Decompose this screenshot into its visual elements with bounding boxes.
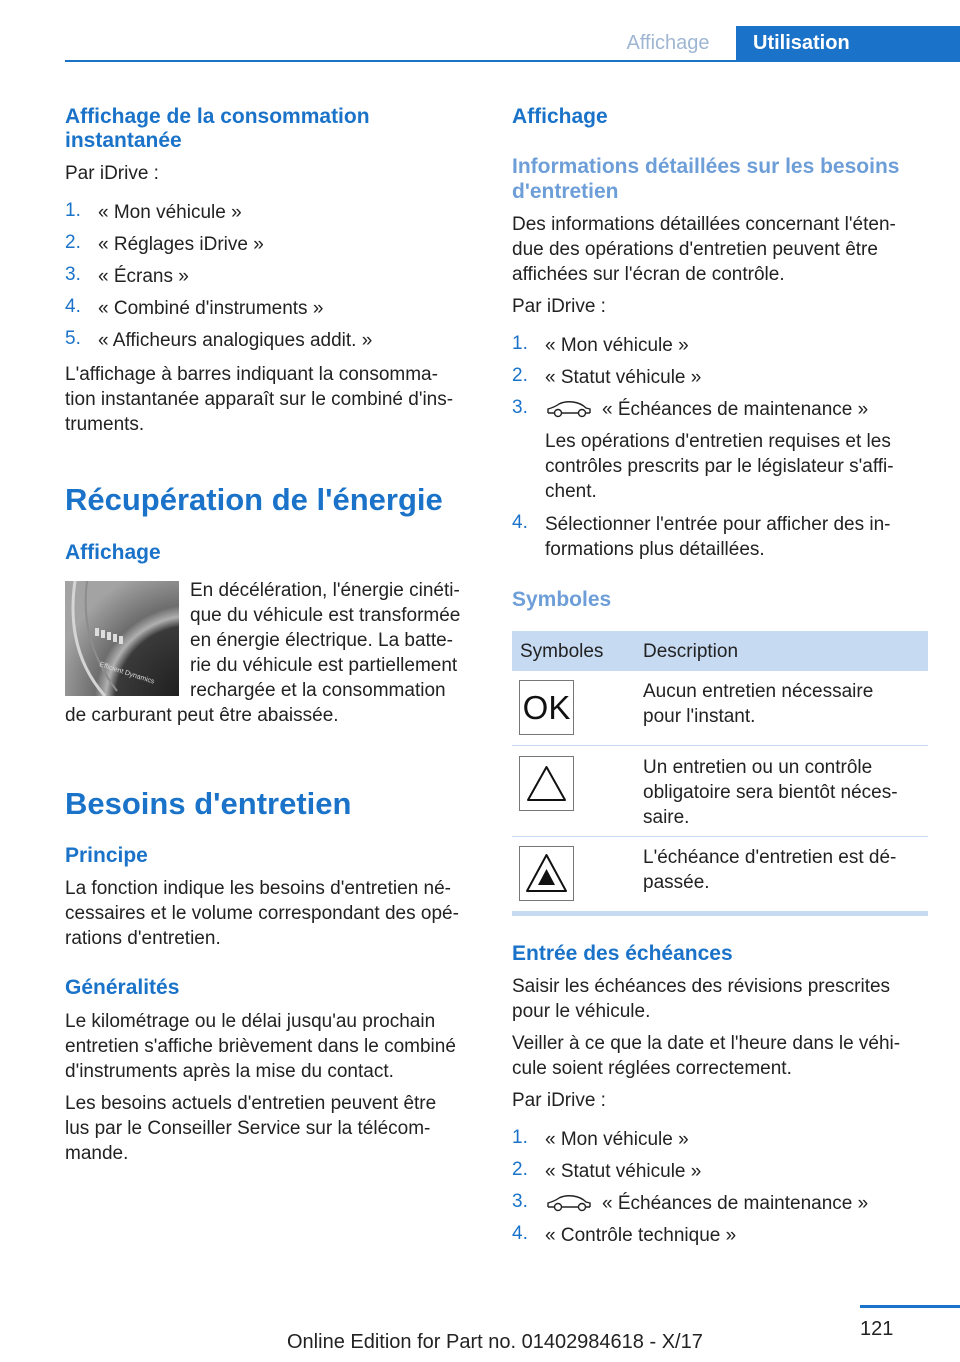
- heading-besoins: Besoins d'entretien: [65, 786, 352, 821]
- list-item: [65, 328, 477, 353]
- warning-triangle-icon: [520, 757, 573, 810]
- list-text: « Afficheurs analogiques addit. »: [98, 330, 373, 351]
- list-text: « Mon véhicule »: [98, 202, 242, 223]
- list-text: « Écrans »: [98, 266, 189, 287]
- table-bottom-rule: [512, 911, 928, 916]
- list-text: « Réglages iDrive »: [98, 234, 264, 255]
- table-col-description: Description: [643, 641, 739, 662]
- table-row3-line2: passée.: [643, 872, 710, 893]
- veiller-line1: Veiller à ce que la date et l'heure dans le véhi‐: [512, 1033, 901, 1054]
- list-item: [512, 1159, 928, 1184]
- recup-text-line1: En décélération, l'énergie cinéti‐: [190, 580, 460, 601]
- list-item: [512, 1223, 928, 1248]
- heading-affichage-left: Affichage: [65, 541, 161, 564]
- heading-recuperation: Récupération de l'énergie: [65, 482, 443, 517]
- list-item: [65, 200, 477, 225]
- gen2-line3: mande.: [65, 1143, 129, 1164]
- list-item: [65, 296, 477, 321]
- list-number: 4.: [512, 512, 528, 533]
- list-number: 3.: [512, 397, 528, 418]
- list-number: 4.: [65, 296, 81, 317]
- principe-line3: rations d'entretien.: [65, 928, 221, 949]
- ok-symbol: [519, 680, 574, 735]
- list-text: « Échéances de maintenance »: [602, 1193, 869, 1214]
- table-header: [512, 631, 928, 671]
- list-text: « Combiné d'instruments »: [98, 298, 324, 319]
- page-number: 121: [860, 1318, 894, 1340]
- heading-symboles: Symboles: [512, 588, 612, 611]
- list-number: 3.: [512, 1191, 528, 1212]
- list-text: « Statut véhicule »: [545, 367, 702, 388]
- gen-line3: d'instruments après la mise du contact.: [65, 1061, 394, 1082]
- gen2-line1: Les besoins actuels d'entretien peuvent être: [65, 1093, 437, 1114]
- list-item: [512, 512, 928, 537]
- car-service-icon: [545, 1193, 593, 1218]
- list-text: « Mon véhicule »: [545, 1129, 689, 1150]
- heading-consommation: Affichage de la consommation instantanée: [65, 105, 370, 152]
- infos-line3: affichées sur l'écran de contrôle.: [512, 264, 785, 285]
- table-row2-line1: Un entretien ou un contrôle: [643, 757, 873, 778]
- heading-infos-line2: d'entretien: [512, 180, 619, 203]
- veiller-line2: cule soient réglées correctement.: [512, 1058, 792, 1079]
- table-row-separator: [512, 745, 928, 746]
- list-text: « Contrôle technique »: [545, 1225, 737, 1246]
- page-number-rule: [860, 1305, 960, 1308]
- infos-line1: Des informations détaillées concernant l'éten‐: [512, 214, 896, 235]
- list-item: [512, 397, 928, 422]
- par-idrive-label: Par iDrive :: [65, 163, 159, 184]
- list-text: Sélectionner l'entrée pour afficher des in‐: [545, 514, 891, 535]
- list-text: « Mon véhicule »: [545, 335, 689, 356]
- infos-line2: due des opérations d'entretien peuvent être: [512, 239, 878, 260]
- steps-list-entree: [512, 1127, 928, 1257]
- list-item: [512, 1191, 928, 1216]
- ok-label: OK: [522, 689, 571, 726]
- heading-affichage-right: Affichage: [512, 105, 608, 128]
- table-row1-line1: Aucun entretien nécessaire: [643, 681, 874, 702]
- conso-text-line3: truments.: [65, 414, 145, 435]
- heading-principe: Principe: [65, 844, 148, 867]
- gen-line1: Le kilométrage ou le délai jusqu'au prochain: [65, 1011, 436, 1032]
- overdue-triangle-symbol: [519, 846, 574, 901]
- energy-gauge-image: [65, 581, 179, 696]
- heading-entree: Entrée des échéances: [512, 942, 733, 965]
- step4-line2: formations plus détaillées.: [545, 539, 765, 560]
- table-row1-line2: pour l'instant.: [643, 706, 756, 727]
- recup-text-line2: que du véhicule est transformée: [190, 605, 461, 626]
- table-row2-line2: obligatoire sera bientôt néces‐: [643, 782, 898, 803]
- list-item: [512, 365, 928, 390]
- heading-generalites: Généralités: [65, 976, 180, 999]
- gen-line2: entretien s'affiche brièvement dans le combiné: [65, 1036, 456, 1057]
- table-col-symboles: Symboles: [520, 641, 604, 662]
- header-rule: [65, 60, 960, 62]
- recup-text-line6: de carburant peut être abaissée.: [65, 705, 339, 726]
- step3-sub-line3: chent.: [545, 481, 597, 502]
- list-text: « Statut véhicule »: [545, 1161, 702, 1182]
- steps-list-infos: [512, 333, 928, 563]
- list-item: [512, 1127, 928, 1152]
- principe-line1: La fonction indique les besoins d'entretien né‐: [65, 878, 452, 899]
- header-chapter: Utilisation: [736, 26, 960, 62]
- list-number: 1.: [65, 200, 81, 221]
- table-row3-line1: L'échéance d'entretien est dé‐: [643, 847, 897, 868]
- recup-text-line5: rechargée et la consommation: [190, 680, 446, 701]
- list-item: [512, 333, 928, 358]
- list-number: 1.: [512, 333, 528, 354]
- conso-text-line2: tion instantanée apparaît sur le combiné d'ins‐: [65, 389, 454, 410]
- par-idrive-label-right2: Par iDrive :: [512, 1090, 606, 1111]
- entree-line1: Saisir les échéances des révisions prescrites: [512, 976, 891, 997]
- list-number: 3.: [65, 264, 81, 285]
- entree-line2: pour le véhicule.: [512, 1001, 651, 1022]
- header-section: Affichage: [626, 32, 710, 54]
- steps-list-conso: [65, 200, 477, 360]
- gauge-label: Efficient Dynamics: [98, 661, 156, 686]
- table-row2-line3: saire.: [643, 807, 690, 828]
- list-number: 5.: [65, 328, 81, 349]
- heading-infos-line1: Informations détaillées sur les besoins: [512, 155, 900, 178]
- list-number: 2.: [512, 365, 528, 386]
- list-text: « Échéances de maintenance »: [602, 399, 869, 420]
- car-service-icon: [545, 399, 593, 424]
- list-item: [65, 232, 477, 257]
- par-idrive-label-right: Par iDrive :: [512, 296, 606, 317]
- step3-sub-line2: contrôles prescrits par le législateur s'affi‐: [545, 456, 894, 477]
- list-number: 4.: [512, 1223, 528, 1244]
- list-number: 1.: [512, 1127, 528, 1148]
- recup-text-line3: en énergie électrique. La batte‐: [190, 630, 454, 651]
- step3-sub-line1: Les opérations d'entretien requises et les: [545, 431, 891, 452]
- principe-line2: cessaires et le volume correspondant des opé‐: [65, 903, 459, 924]
- footer-edition: Online Edition for Part no. 01402984618 - X/17: [287, 1331, 703, 1353]
- list-number: 2.: [65, 232, 81, 253]
- conso-text-line1: L'affichage à barres indiquant la consomma‐: [65, 364, 438, 385]
- table-row-separator: [512, 836, 928, 837]
- recup-text-line4: rie du véhicule est partiellement: [190, 655, 458, 676]
- gen2-line2: lus par le Conseiller Service sur la télécom‐: [65, 1118, 431, 1139]
- list-number: 2.: [512, 1159, 528, 1180]
- warning-triangle-symbol: [519, 756, 574, 811]
- hazard-triangle-icon: [520, 847, 573, 900]
- list-item: [65, 264, 477, 289]
